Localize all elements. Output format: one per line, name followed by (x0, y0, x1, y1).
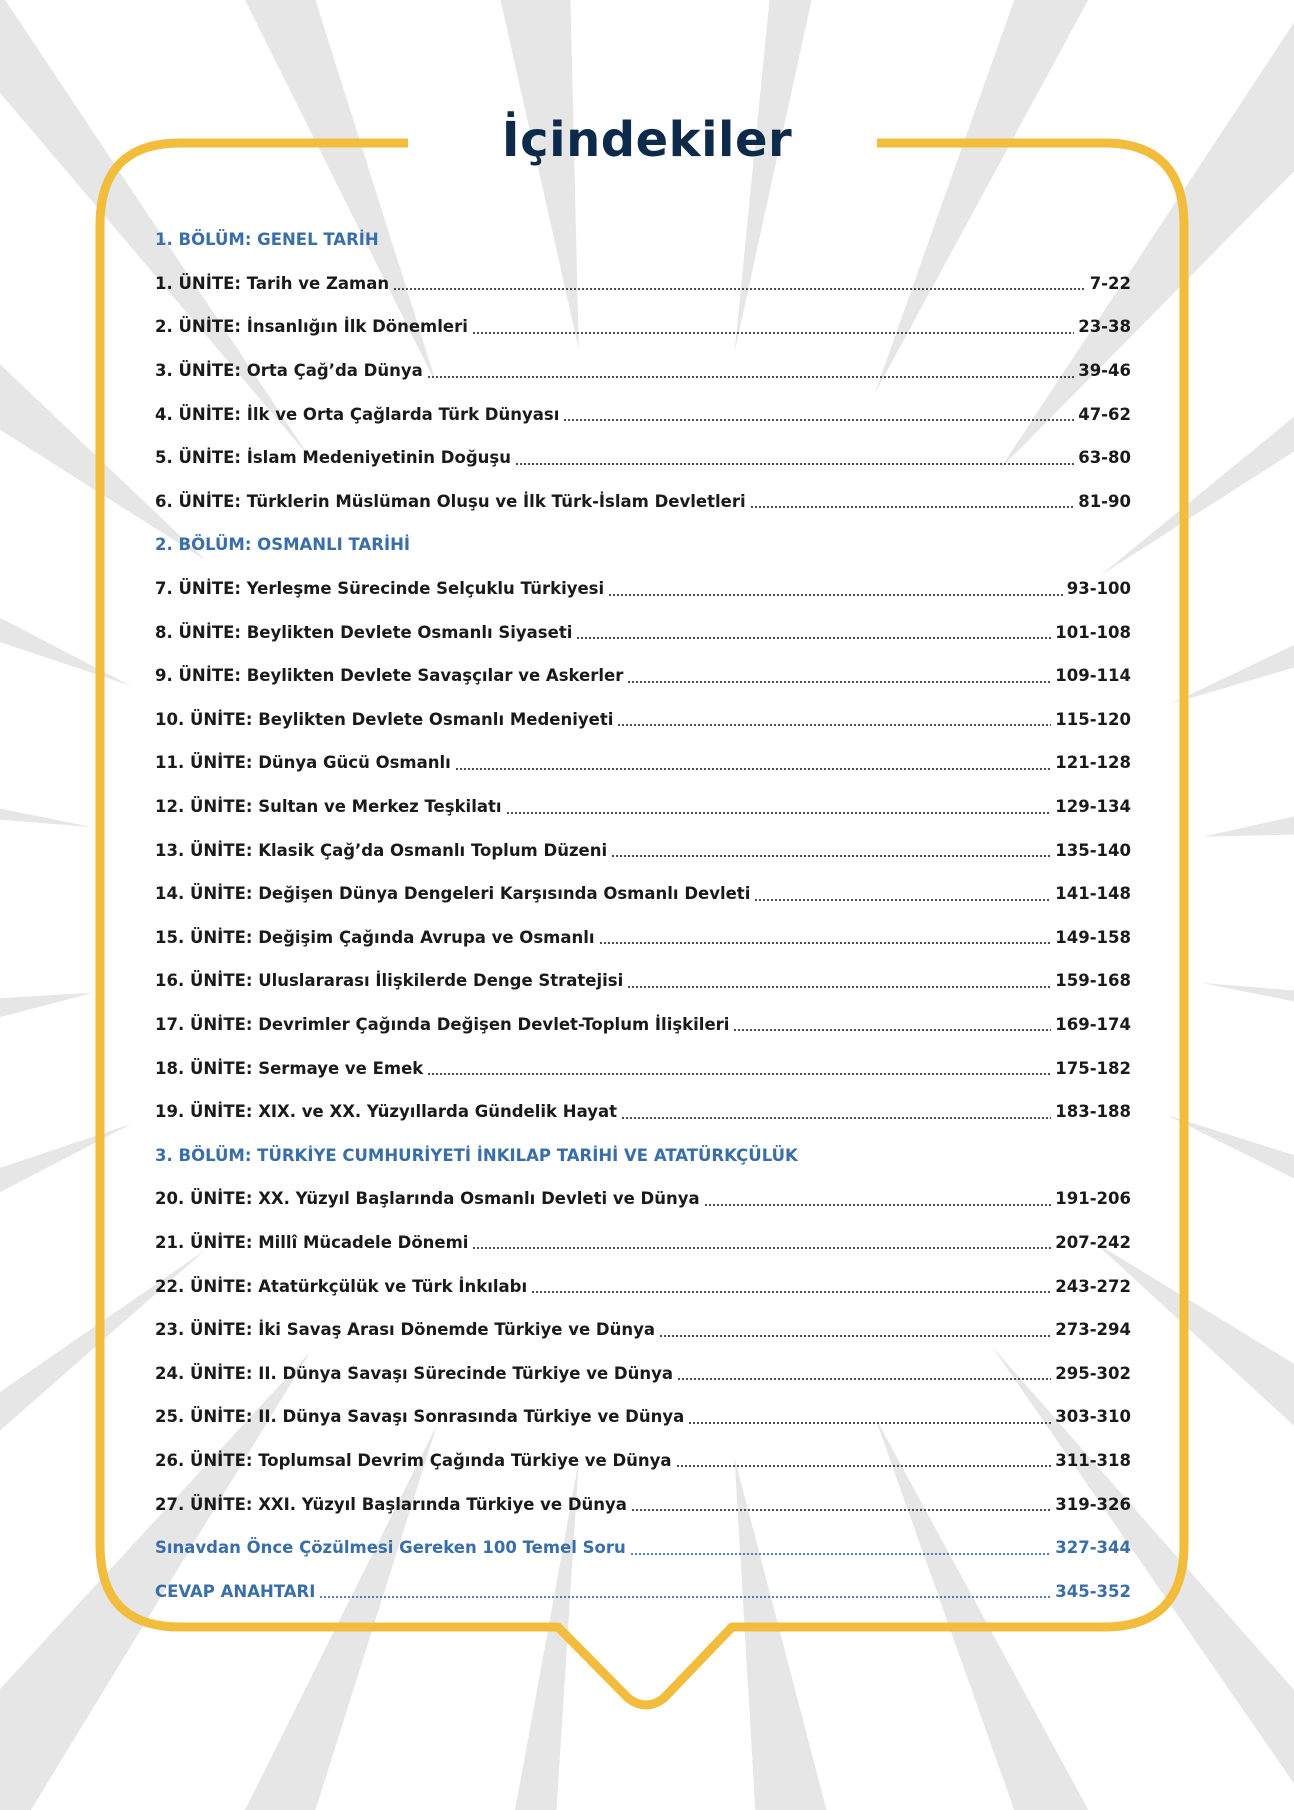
toc-entry[interactable] (155, 262, 1131, 306)
entry-label: Sınavdan Önce Çözülmesi Gereken 100 Temel Soru (155, 1538, 626, 1558)
entry-label: 24. ÜNİTE: II. Dünya Savaşı Sürecinde Türkiye ve Dünya (155, 1363, 673, 1383)
dot-leader (427, 376, 1074, 378)
page-range: 121-128 (1055, 753, 1131, 773)
entry-label: 18. ÜNİTE: Sermaye ve Emek (155, 1058, 424, 1078)
entry-label: 25. ÜNİTE: II. Dünya Savaşı Sonrasında Türkiye ve Dünya (155, 1407, 685, 1427)
dot-leader (393, 288, 1086, 290)
toc-entry[interactable] (155, 741, 1131, 785)
entry-label: 13. ÜNİTE: Klasik Çağ’da Osmanlı Toplum Düzeni (155, 840, 608, 860)
toc-entry[interactable] (155, 654, 1131, 698)
entry-label: 26. ÜNİTE: Toplumsal Devrim Çağında Türkiye ve Dünya (155, 1450, 672, 1470)
dot-leader (631, 1509, 1051, 1511)
page-range: 207-242 (1055, 1232, 1131, 1252)
dot-leader (621, 1117, 1051, 1119)
toc-entry[interactable] (155, 698, 1131, 742)
toc-entry[interactable] (155, 392, 1131, 436)
dot-leader (608, 594, 1063, 596)
page-range: 273-294 (1055, 1320, 1131, 1340)
entry-label: 16. ÜNİTE: Uluslararası İlişkilerde Denge Stratejisi (155, 971, 624, 991)
toc-entry[interactable] (155, 1439, 1131, 1483)
toc-entry[interactable] (155, 872, 1131, 916)
dot-leader (515, 463, 1074, 465)
page-range: 149-158 (1055, 927, 1131, 947)
dot-leader (677, 1378, 1051, 1380)
toc-entry[interactable] (155, 1221, 1131, 1265)
entry-label: 10. ÜNİTE: Beylikten Devlete Osmanlı Medeniyeti (155, 709, 614, 729)
dot-leader (472, 332, 1074, 334)
page-title: İçindekiler (501, 112, 793, 168)
page-range: 183-188 (1055, 1102, 1131, 1122)
toc-entry[interactable] (155, 916, 1131, 960)
page-range: 23-38 (1078, 317, 1131, 337)
entry-label: 5. ÜNİTE: İslam Medeniyetinin Doğuşu (155, 448, 511, 468)
page-range: 327-344 (1055, 1538, 1131, 1558)
toc-entry[interactable] (155, 959, 1131, 1003)
toc-entry[interactable] (155, 567, 1131, 611)
toc-entry[interactable] (155, 349, 1131, 393)
entry-label: 7. ÜNİTE: Yerleşme Sürecinde Selçuklu Türkiyesi (155, 579, 605, 599)
section-heading (155, 1133, 1131, 1177)
dot-leader (733, 1029, 1051, 1031)
entry-label: 15. ÜNİTE: Değişim Çağında Avrupa ve Osmanlı (155, 927, 595, 947)
dot-leader (627, 986, 1051, 988)
dot-leader (627, 681, 1051, 683)
toc-entry[interactable] (155, 1003, 1131, 1047)
dot-leader (531, 1291, 1051, 1293)
toc-entry[interactable] (155, 828, 1131, 872)
dot-leader (630, 1553, 1052, 1555)
toc-entry[interactable] (155, 1177, 1131, 1221)
page-range: 243-272 (1055, 1276, 1131, 1296)
dot-leader (427, 1073, 1051, 1075)
entry-label: 1. ÜNİTE: Tarih ve Zaman (155, 273, 390, 293)
entry-label: 21. ÜNİTE: Millî Mücadele Dönemi (155, 1232, 469, 1252)
page-range: 135-140 (1055, 840, 1131, 860)
entry-label: 3. ÜNİTE: Orta Çağ’da Dünya (155, 361, 423, 381)
entry-label: 2. BÖLÜM: OSMANLI TARİHİ (155, 535, 411, 555)
page-range: 7-22 (1089, 273, 1131, 293)
section-heading (155, 218, 1131, 262)
toc-entry[interactable] (155, 1351, 1131, 1395)
toc-entry[interactable] (155, 785, 1131, 829)
page-range: 159-168 (1055, 971, 1131, 991)
toc-entry[interactable] (155, 1395, 1131, 1439)
entry-label: 19. ÜNİTE: XIX. ve XX. Yüzyıllarda Gündelik Hayat (155, 1102, 617, 1122)
section-heading (155, 523, 1131, 567)
page-range: 129-134 (1055, 797, 1131, 817)
toc-entry[interactable] (155, 436, 1131, 480)
special-entry[interactable] (155, 1569, 1131, 1613)
dot-leader (611, 855, 1051, 857)
page-range: 345-352 (1055, 1581, 1131, 1601)
entry-label: 6. ÜNİTE: Türklerin Müslüman Oluşu ve İlk Türk-İslam Devletleri (155, 491, 746, 511)
entry-label: 11. ÜNİTE: Dünya Gücü Osmanlı (155, 753, 451, 773)
dot-leader (617, 724, 1051, 726)
entry-label: 12. ÜNİTE: Sultan ve Merkez Teşkilatı (155, 797, 502, 817)
entry-label: 3. BÖLÜM: TÜRKİYE CUMHURİYETİ İNKILAP TARİHİ VE ATATÜRKÇÜLÜK (155, 1145, 798, 1165)
page-range: 319-326 (1055, 1494, 1131, 1514)
page-range: 191-206 (1055, 1189, 1131, 1209)
page-range: 39-46 (1078, 361, 1131, 381)
entry-label: 27. ÜNİTE: XXI. Yüzyıl Başlarında Türkiye ve Dünya (155, 1494, 627, 1514)
page-range: 101-108 (1055, 622, 1131, 642)
entry-label: 14. ÜNİTE: Değişen Dünya Dengeleri Karşısında Osmanlı Devleti (155, 884, 751, 904)
page-range: 109-114 (1055, 666, 1131, 686)
entry-label: 9. ÜNİTE: Beylikten Devlete Savaşçılar ve Askerler (155, 666, 624, 686)
page-range: 81-90 (1078, 491, 1131, 511)
dot-leader (676, 1465, 1052, 1467)
table-of-contents (155, 218, 1131, 1613)
entry-label: 2. ÜNİTE: İnsanlığın İlk Dönemleri (155, 317, 468, 337)
entry-label: 8. ÜNİTE: Beylikten Devlete Osmanlı Siyaseti (155, 622, 573, 642)
page-range: 93-100 (1066, 579, 1131, 599)
entry-label: 20. ÜNİTE: XX. Yüzyıl Başlarında Osmanlı Devleti ve Dünya (155, 1189, 700, 1209)
page-range: 175-182 (1055, 1058, 1131, 1078)
dot-leader (319, 1596, 1051, 1598)
toc-entry[interactable] (155, 1264, 1131, 1308)
dot-leader (576, 637, 1051, 639)
page-range: 169-174 (1055, 1014, 1131, 1034)
entry-label: 1. BÖLÜM: GENEL TARİH (155, 230, 379, 250)
toc-entry[interactable] (155, 480, 1131, 524)
entry-label: 4. ÜNİTE: İlk ve Orta Çağlarda Türk Dünyası (155, 404, 560, 424)
entry-label: 22. ÜNİTE: Atatürkçülük ve Türk İnkılabı (155, 1276, 528, 1296)
dot-leader (754, 899, 1051, 901)
special-entry[interactable] (155, 1526, 1131, 1570)
toc-entry[interactable] (155, 305, 1131, 349)
page-range: 295-302 (1055, 1363, 1131, 1383)
toc-entry[interactable] (155, 1308, 1131, 1352)
dot-leader (599, 942, 1052, 944)
dot-leader (563, 419, 1074, 421)
page-range: 47-62 (1078, 404, 1131, 424)
dot-leader (472, 1247, 1051, 1249)
entry-label: CEVAP ANAHTARI (155, 1581, 316, 1601)
page-range: 303-310 (1055, 1407, 1131, 1427)
toc-entry[interactable] (155, 1482, 1131, 1526)
dot-leader (750, 506, 1075, 508)
dot-leader (688, 1422, 1051, 1424)
page-range: 311-318 (1055, 1450, 1131, 1470)
entry-label: 17. ÜNİTE: Devrimler Çağında Değişen Devlet-Toplum İlişkileri (155, 1014, 730, 1034)
toc-entry[interactable] (155, 1090, 1131, 1134)
page-range: 141-148 (1055, 884, 1131, 904)
page-range: 115-120 (1055, 709, 1131, 729)
dot-leader (455, 768, 1051, 770)
toc-entry[interactable] (155, 1046, 1131, 1090)
toc-entry[interactable] (155, 610, 1131, 654)
dot-leader (659, 1335, 1051, 1337)
page-range: 63-80 (1078, 448, 1131, 468)
entry-label: 23. ÜNİTE: İki Savaş Arası Dönemde Türkiye ve Dünya (155, 1320, 656, 1340)
dot-leader (506, 812, 1052, 814)
dot-leader (704, 1204, 1052, 1206)
